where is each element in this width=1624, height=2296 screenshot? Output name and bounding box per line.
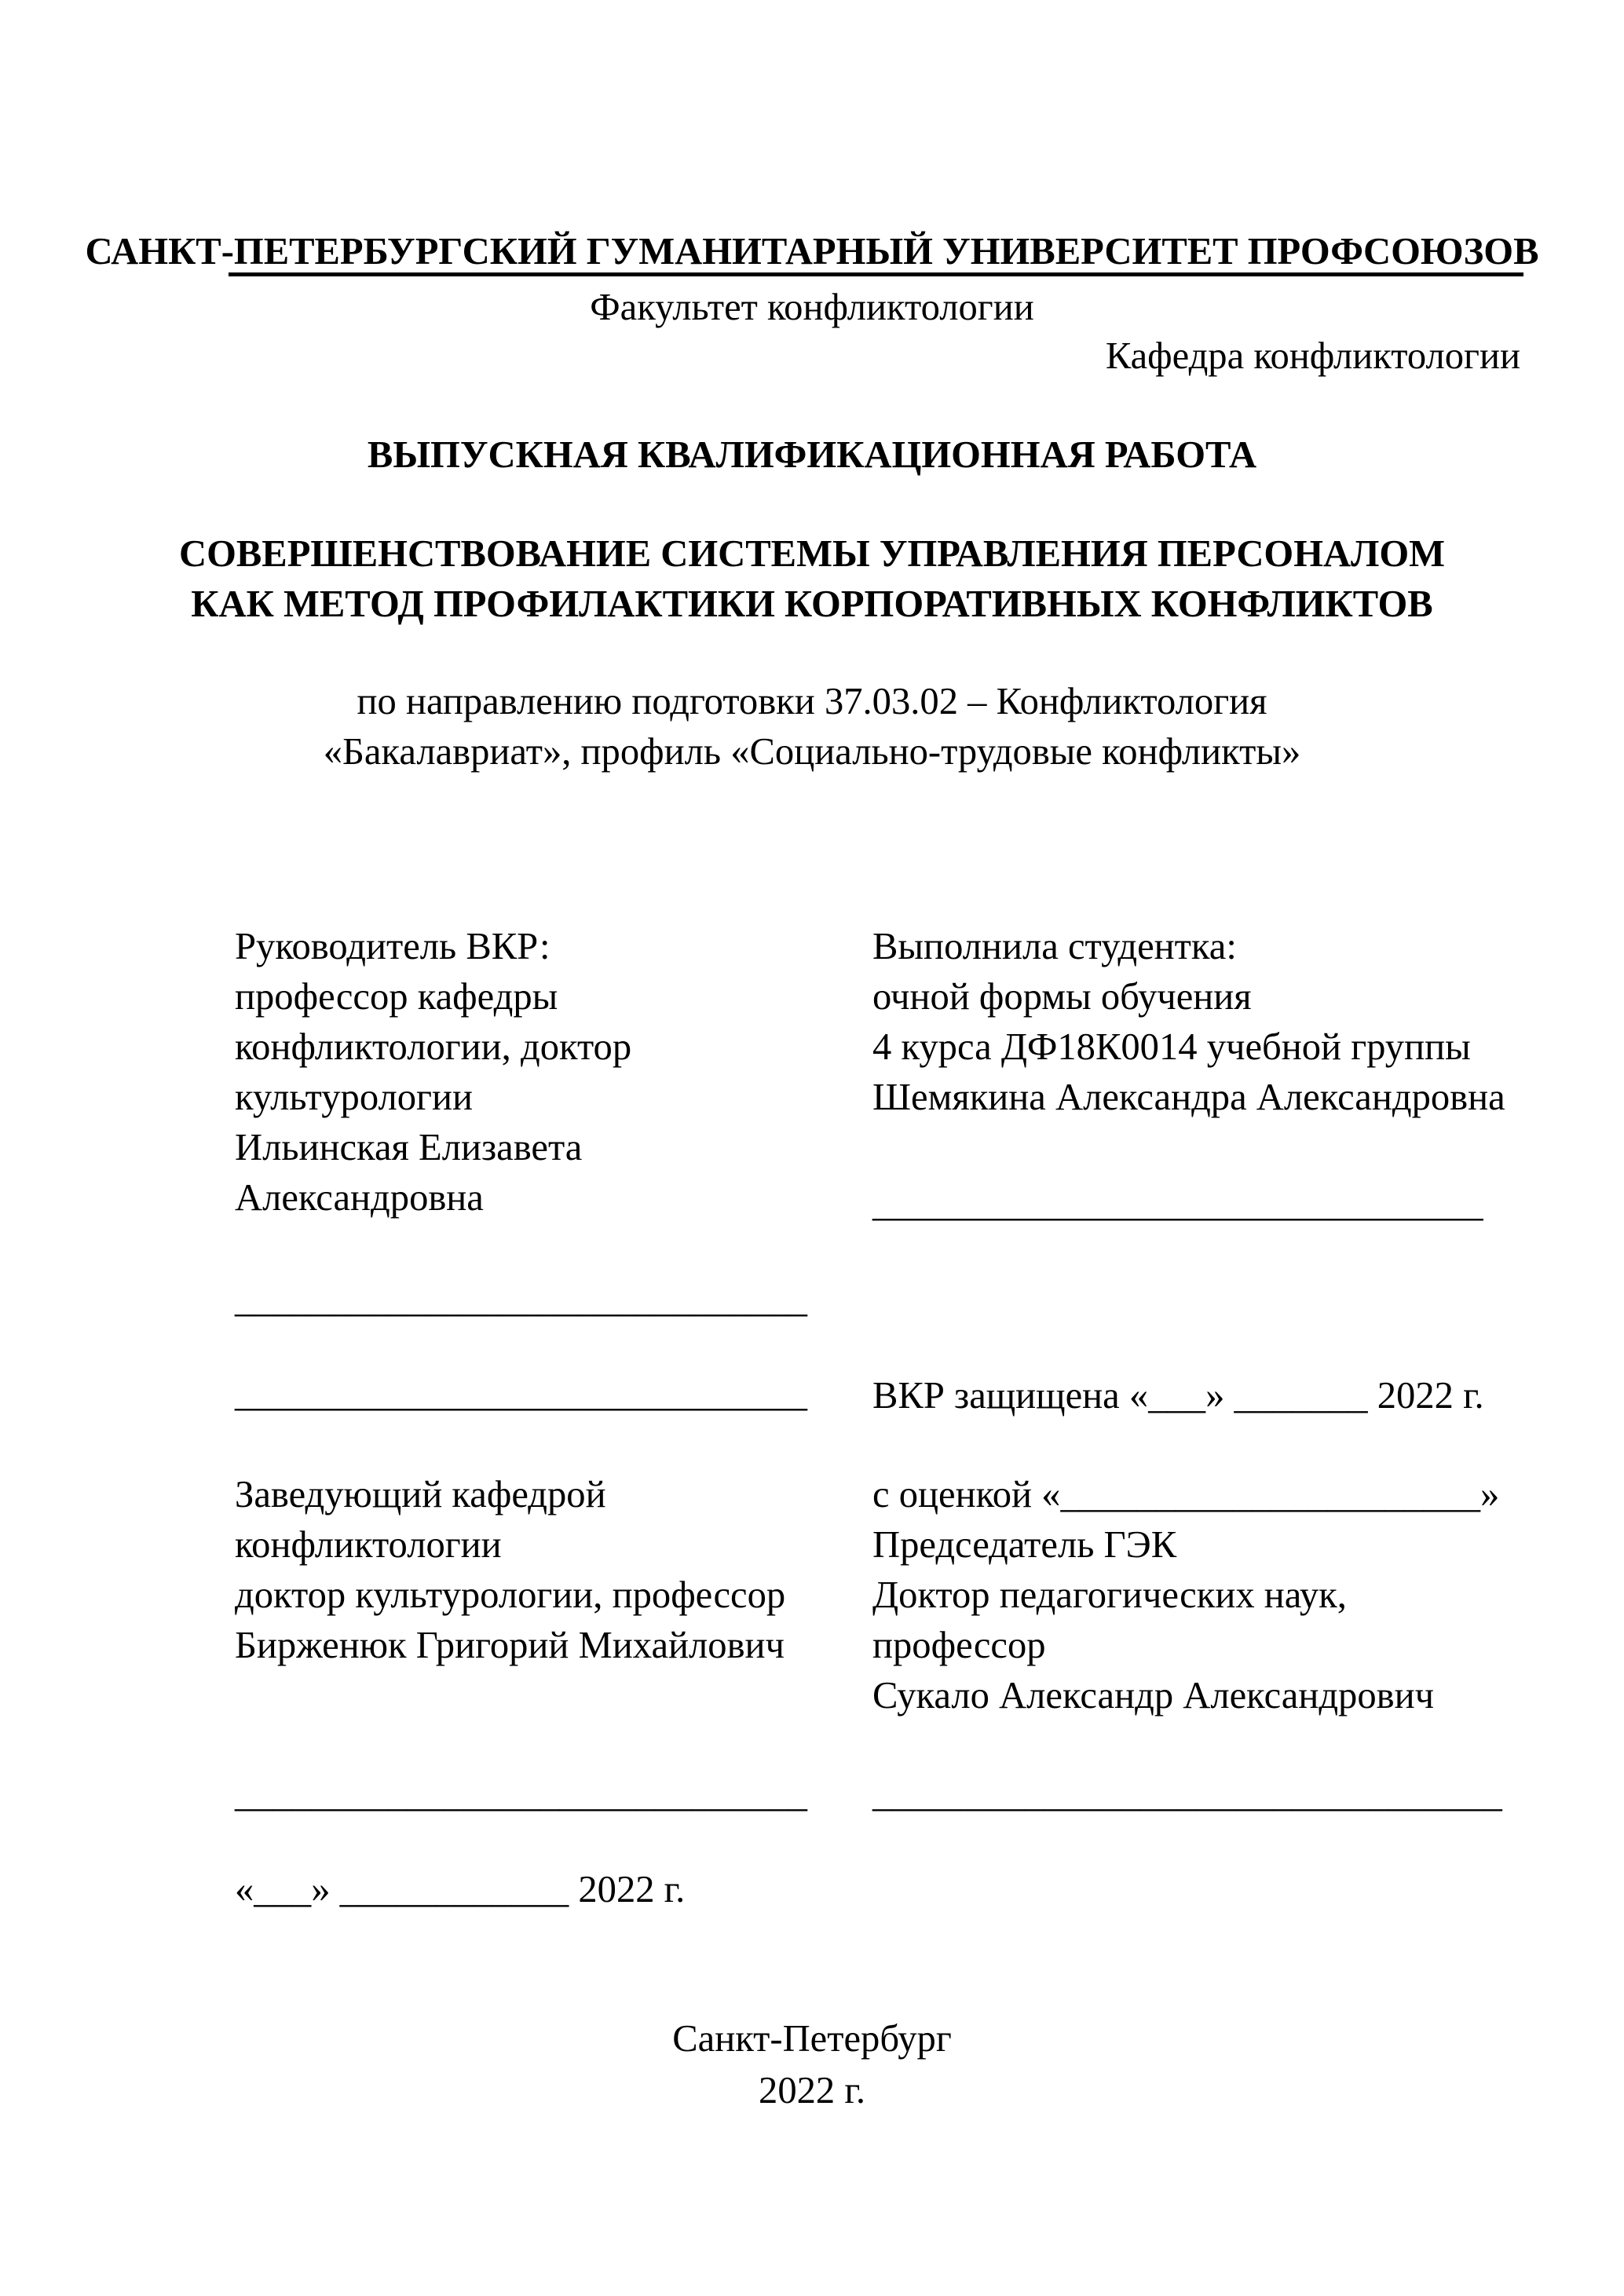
university-name: САНКТ-ПЕТЕРБУРГСКИЙ ГУМАНИТАРНЫЙ УНИВЕРСИТЕТ ПРОФСОЮЗОВ (85, 230, 1539, 272)
chair-line: профессор (872, 1624, 1046, 1666)
head-line: Бирженюк Григорий Михайлович (235, 1624, 785, 1666)
chair-line: Сукало Александр Александрович (872, 1674, 1435, 1717)
head-line: доктор культурологии, профессор (235, 1574, 786, 1616)
head-line: конфликтологии (235, 1523, 502, 1566)
direction-line-1: по направлению подготовки 37.03.02 – Конфликтология (357, 680, 1267, 722)
supervisor-line: Александровна (235, 1176, 484, 1219)
supervisor-line: конфликтологии, доктор (235, 1026, 632, 1068)
supervisor-signature-line-2: ______________________________ (235, 1372, 807, 1414)
head-signature-date: «___» ____________ 2022 г. (235, 1868, 686, 1910)
head-block (235, 1469, 785, 1670)
supervisor-signature-line: ______________________________ (235, 1278, 807, 1320)
supervisor-block (235, 921, 631, 1223)
header-rule (229, 272, 1523, 276)
student-line: очной формы обучения (872, 975, 1252, 1018)
title-line-1: СОВЕРШЕНСТВОВАНИЕ СИСТЕМЫ УПРАВЛЕНИЯ ПЕРСОНАЛОМ (179, 532, 1445, 575)
chair-line: Доктор педагогических наук, (872, 1574, 1347, 1616)
supervisor-line: профессор кафедры (235, 975, 558, 1018)
defense-block (872, 1469, 1499, 1720)
supervisor-line: Ильинская Елизавета (235, 1126, 583, 1168)
title-line-2: КАК МЕТОД ПРОФИЛАКТИКИ КОРПОРАТИВНЫХ КОНФЛИКТОВ (191, 583, 1433, 625)
year: 2022 г. (759, 2069, 865, 2111)
faculty-name: Факультет конфликтологии (590, 286, 1034, 328)
chair-signature-line: _________________________________ (872, 1772, 1502, 1815)
department-name: Кафедра конфликтологии (1105, 335, 1520, 377)
supervisor-line: Руководитель ВКР: (235, 925, 550, 967)
work-type: ВЫПУСКНАЯ КВАЛИФИКАЦИОННАЯ РАБОТА (367, 433, 1257, 476)
student-line: Выполнила студентка: (872, 925, 1237, 967)
direction-line-2: «Бакалавриат», профиль «Социально-трудовые конфликты» (323, 730, 1301, 773)
chair-line: Председатель ГЭК (872, 1523, 1177, 1566)
supervisor-line: культурологии (235, 1076, 473, 1118)
defense-date: ВКР защищена «___» _______ 2022 г. (872, 1374, 1484, 1417)
head-line: Заведующий кафедрой (235, 1473, 606, 1515)
grade-line: с оценкой «______________________» (872, 1473, 1500, 1515)
head-signature-line: ______________________________ (235, 1772, 807, 1815)
city: Санкт-Петербург (672, 2017, 952, 2060)
student-signature-line: ________________________________ (872, 1182, 1483, 1224)
student-line: 4 курса ДФ18К0014 учебной группы (872, 1026, 1471, 1068)
student-line: Шемякина Александра Александровна (872, 1076, 1505, 1118)
student-block (872, 921, 1505, 1122)
